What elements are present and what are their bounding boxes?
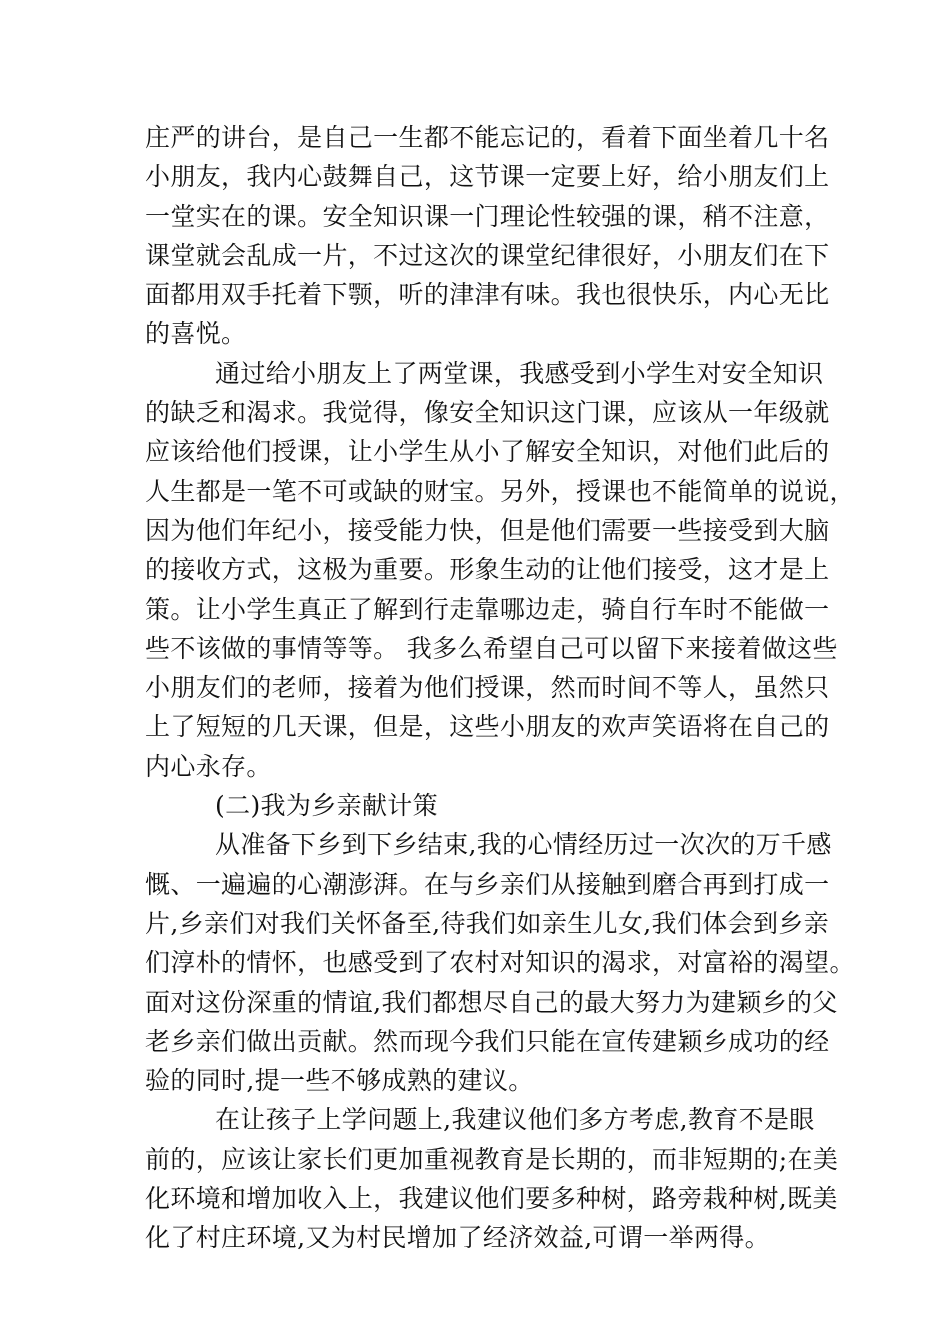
text-line: 们淳朴的情怀，也感受到了农村对知识的渴求，对富裕的渴望。 [145, 948, 855, 978]
text-line: 的接收方式，这极为重要。形象生动的让他们接受，这才是上 [145, 555, 830, 585]
text-line: 面都用双手托着下颚，听的津津有味。我也很快乐，内心无比 [145, 280, 830, 310]
text-line: 庄严的讲台，是自己一生都不能忘记的，看着下面坐着几十名 [145, 123, 830, 152]
text-line: 小朋友们的老师，接着为他们授课，然而时间不等人，虽然只 [145, 673, 830, 703]
text-line: 课堂就会乱成一片，不过这次的课堂纪律很好，小朋友们在下 [145, 240, 830, 270]
section-heading: (二)我为乡亲献计策 [215, 791, 439, 821]
text-line: 应该给他们授课，让小学生从小了解安全知识，对他们此后的 [145, 437, 830, 467]
text-line: 的缺乏和渴求。我觉得，像安全知识这门课，应该从一年级就 [145, 398, 830, 428]
text-line: 小朋友，我内心鼓舞自己，这节课一定要上好，给小朋友们上 [145, 162, 830, 192]
text-line: 策。让小学生真正了解到行走靠哪边走，骑自行车时不能做一 [145, 594, 830, 624]
body-text [145, 118, 855, 1258]
text-line: 化了村庄环境,又为村民增加了经济效益,可谓一举两得。 [145, 1223, 770, 1253]
text-line: 一堂实在的课。安全知识课一门理论性较强的课，稍不注意， [145, 201, 830, 231]
paragraph-start-line: 在让孩子上学问题上,我建议他们多方考虑,教育不是眼 [215, 1105, 815, 1135]
text-line: 因为他们年纪小，接受能力快，但是他们需要一些接受到大脑 [145, 515, 830, 545]
text-line: 面对这份深重的情谊,我们都想尽自己的最大努力为建颖乡的父 [145, 987, 838, 1017]
text-line: 老乡亲们做出贡献。然而现今我们只能在宣传建颖乡成功的经 [145, 1026, 830, 1056]
text-line: 前的，应该让家长们更加重视教育是长期的，而非短期的;在美 [145, 1144, 839, 1174]
text-line: 的喜悦。 [145, 319, 247, 349]
text-line: 些不该做的事情等等。 我多么希望自己可以留下来接着做这些 [145, 633, 838, 663]
text-line: 人生都是一笔不可或缺的财宝。另外，授课也不能简单的说说， [145, 476, 855, 506]
text-line: 片,乡亲们对我们关怀备至,待我们如亲生儿女,我们体会到乡亲 [145, 908, 829, 938]
text-line: 慨、一遍遍的心潮澎湃。在与乡亲们从接触到磨合再到打成一 [145, 869, 830, 899]
paragraph-start-line: 通过给小朋友上了两堂课，我感受到小学生对安全知识 [215, 358, 824, 388]
text-line: 验的同时,提一些不够成熟的建议。 [145, 1066, 534, 1096]
text-line: 内心永存。 [145, 751, 272, 781]
text-line: 化环境和增加收入上，我建议他们要多种树，路旁栽种树,既美 [145, 1184, 838, 1214]
paragraph-start-line: 从准备下乡到下乡结束,我的心情经历过一次次的万千感 [215, 830, 832, 860]
text-line: 上了短短的几天课，但是，这些小朋友的欢声笑语将在自己的 [145, 712, 830, 742]
